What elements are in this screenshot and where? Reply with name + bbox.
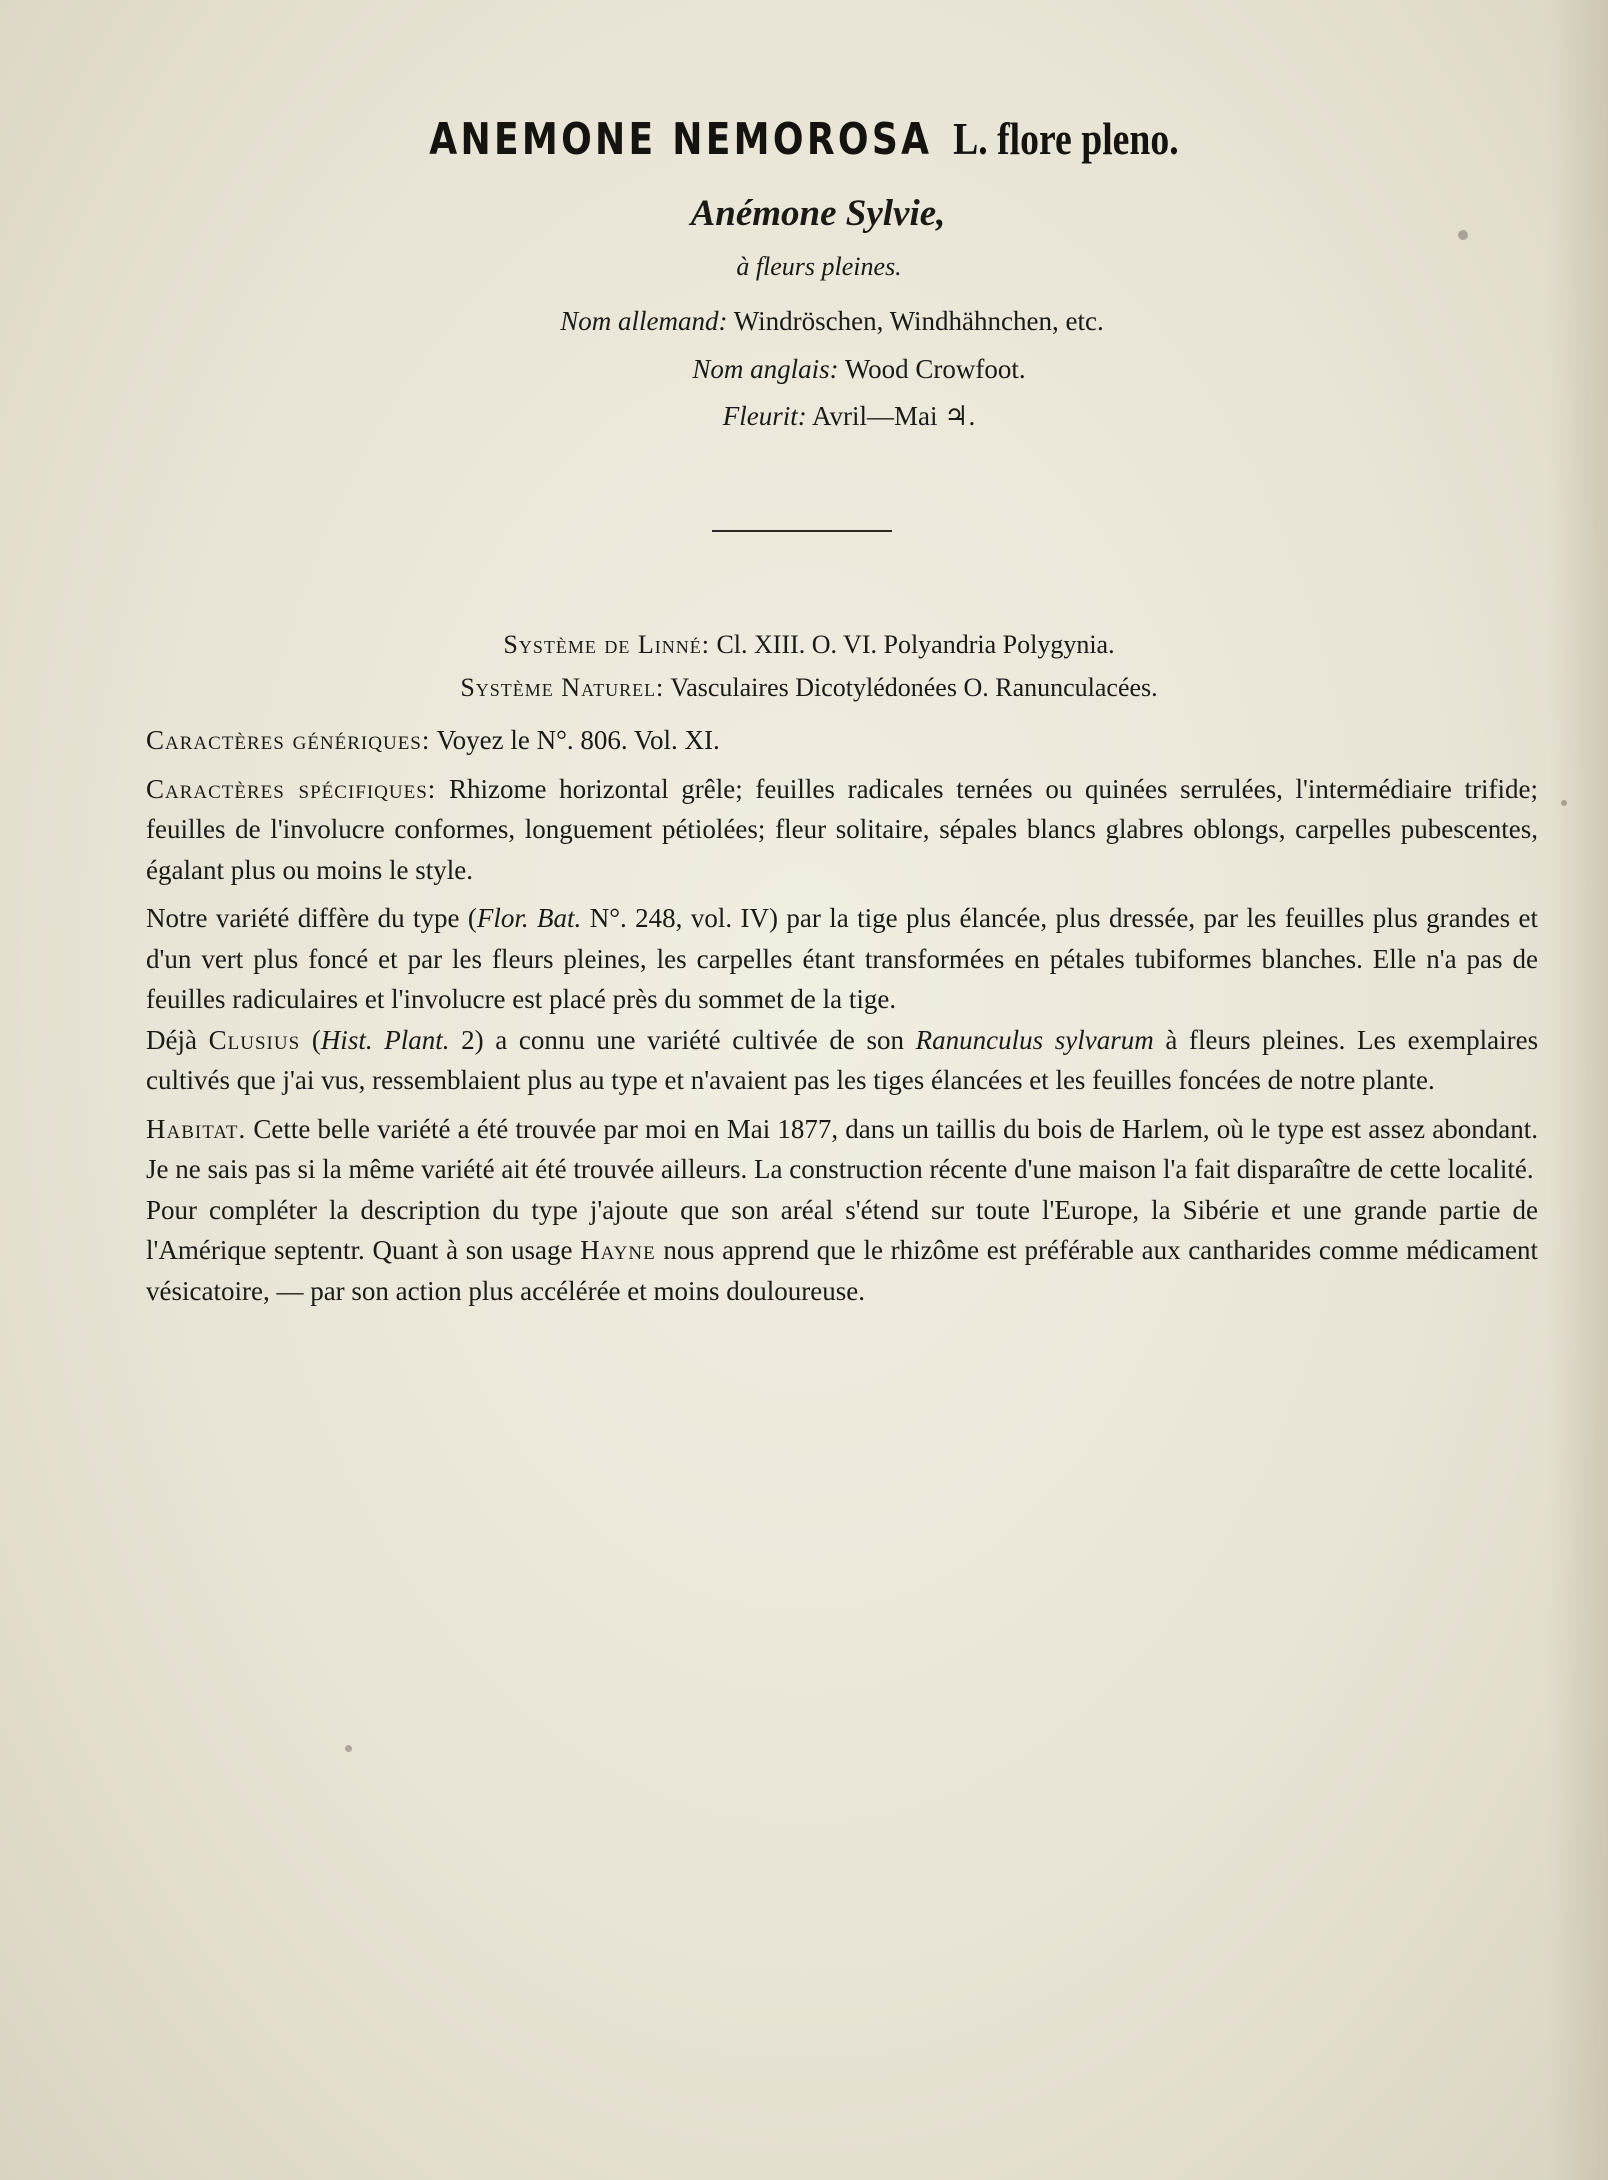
complement-author: Hayne (580, 1235, 656, 1265)
clusius-text-2: ( (311, 1024, 321, 1055)
complement-text-1: Pour compléter la description du type j'ajoute que son aréal s'étend sur toute l'Europe, la Sibérie et une grande partie de l'Amérique septentr. Quant à son usage (146, 1194, 1538, 1265)
german-name-value: Windröschen, Windhähnchen, etc. (733, 306, 1104, 336)
generic-characters-text: Voyez le N°. 806. Vol. XI. (436, 725, 720, 755)
natural-system-line (0, 673, 1608, 703)
complement-text-2: nous apprend que le rhizôme est préférable aux cantharides comme médicament vésicatoire, — par son action plus accélérée et moins douloureuse. (146, 1235, 1539, 1306)
clusius-paragraph (146, 1020, 1538, 1101)
french-name: Anémone Sylvie, (690, 193, 946, 234)
clusius-text-4: à fleurs pleines. Les exemplaires cultivés que j'ai vus, ressemblaient plus au type et n'avaient pas les tiges élancées et les feuilles foncées de notre plante. (146, 1024, 1539, 1095)
paper-spot (1458, 230, 1468, 240)
title-variety: L. flore pleno. (953, 113, 1179, 164)
natural-system-value: Vasculaires Dicotylédonées O. Ranunculacées. (670, 673, 1158, 702)
clusius-species: Ranunculus sylvarum (915, 1024, 1154, 1055)
clusius-text-3: 2) a connu une variété cultivée de son (461, 1024, 904, 1055)
habitat-text: Cette belle variété a été trouvée par moi en Mai 1877, dans un taillis du bois de Harlem, où le type est assez abondant. Je ne sais pas si la même variété ait été trouvée ailleurs. La construction récente d'une maison l'a fait disparaître de cette localité. (146, 1113, 1539, 1184)
specific-characters-text: Rhizome horizontal grêle; feuilles radicales ternées ou quinées serrulées, l'intermédiaire trifide; feuilles de l'involucre conformes, longuement pétiolées; fleur solitaire, sépales blancs glabres oblongs, carpelles pubescentes, égalant plus ou moins le style. (146, 773, 1538, 885)
linne-system-line (0, 630, 1608, 660)
variety-paragraph (146, 898, 1538, 1020)
bloom-line (0, 401, 1608, 432)
linne-system-label: Système de Linné: (503, 630, 710, 659)
english-name-label: Nom anglais: (692, 354, 839, 384)
clusius-text-1: Déjà (146, 1024, 197, 1055)
generic-characters-paragraph (146, 720, 1538, 761)
clusius-author: Clusius (208, 1024, 301, 1055)
bloom-value: Avril—Mai ♃. (812, 401, 976, 431)
specific-characters-paragraph (146, 769, 1538, 891)
variety-reference: Flor. Bat. (476, 903, 582, 933)
clusius-reference: Hist. Plant. (320, 1024, 450, 1055)
title-genus-species: ANEMONE NEMOROSA (429, 114, 933, 165)
english-name-value: Wood Crowfoot. (844, 354, 1026, 384)
section-divider (712, 530, 892, 532)
variety-text-start: Notre variété diffère du type ( (146, 903, 477, 933)
habitat-paragraph (146, 1109, 1538, 1190)
complement-paragraph (146, 1190, 1538, 1312)
page-title (145, 112, 1464, 165)
paper-spot (345, 1745, 352, 1752)
habitat-label: Habitat. (146, 1113, 247, 1144)
linne-system-value: Cl. XIII. O. VI. Polyandria Polygynia. (716, 630, 1115, 659)
german-name-label: Nom allemand: (560, 306, 728, 336)
english-name-line (0, 354, 1608, 385)
variety-text-end: N°. 248, vol. IV) par la tige plus élancée, plus dressée, par les feuilles plus grandes et d'un vert plus foncé et par les fleurs pleines, les carpelles étant transformées en pétales tubiformes blanches. Elle n'a pas de feuilles radiculaires et l'involucre est placé près du sommet de la tige. (146, 903, 1538, 1014)
german-name-line (0, 306, 1608, 337)
natural-system-label: Système Naturel: (460, 673, 665, 702)
description-body (146, 720, 1538, 1311)
specific-characters-label: Caractères spécifiques: (146, 773, 437, 804)
paper-spot (1561, 800, 1567, 806)
generic-characters-label: Caractères génériques: (146, 725, 431, 755)
bloom-label: Fleurit: (722, 401, 807, 431)
french-name-qualifier: à fleurs pleines. (736, 252, 902, 281)
